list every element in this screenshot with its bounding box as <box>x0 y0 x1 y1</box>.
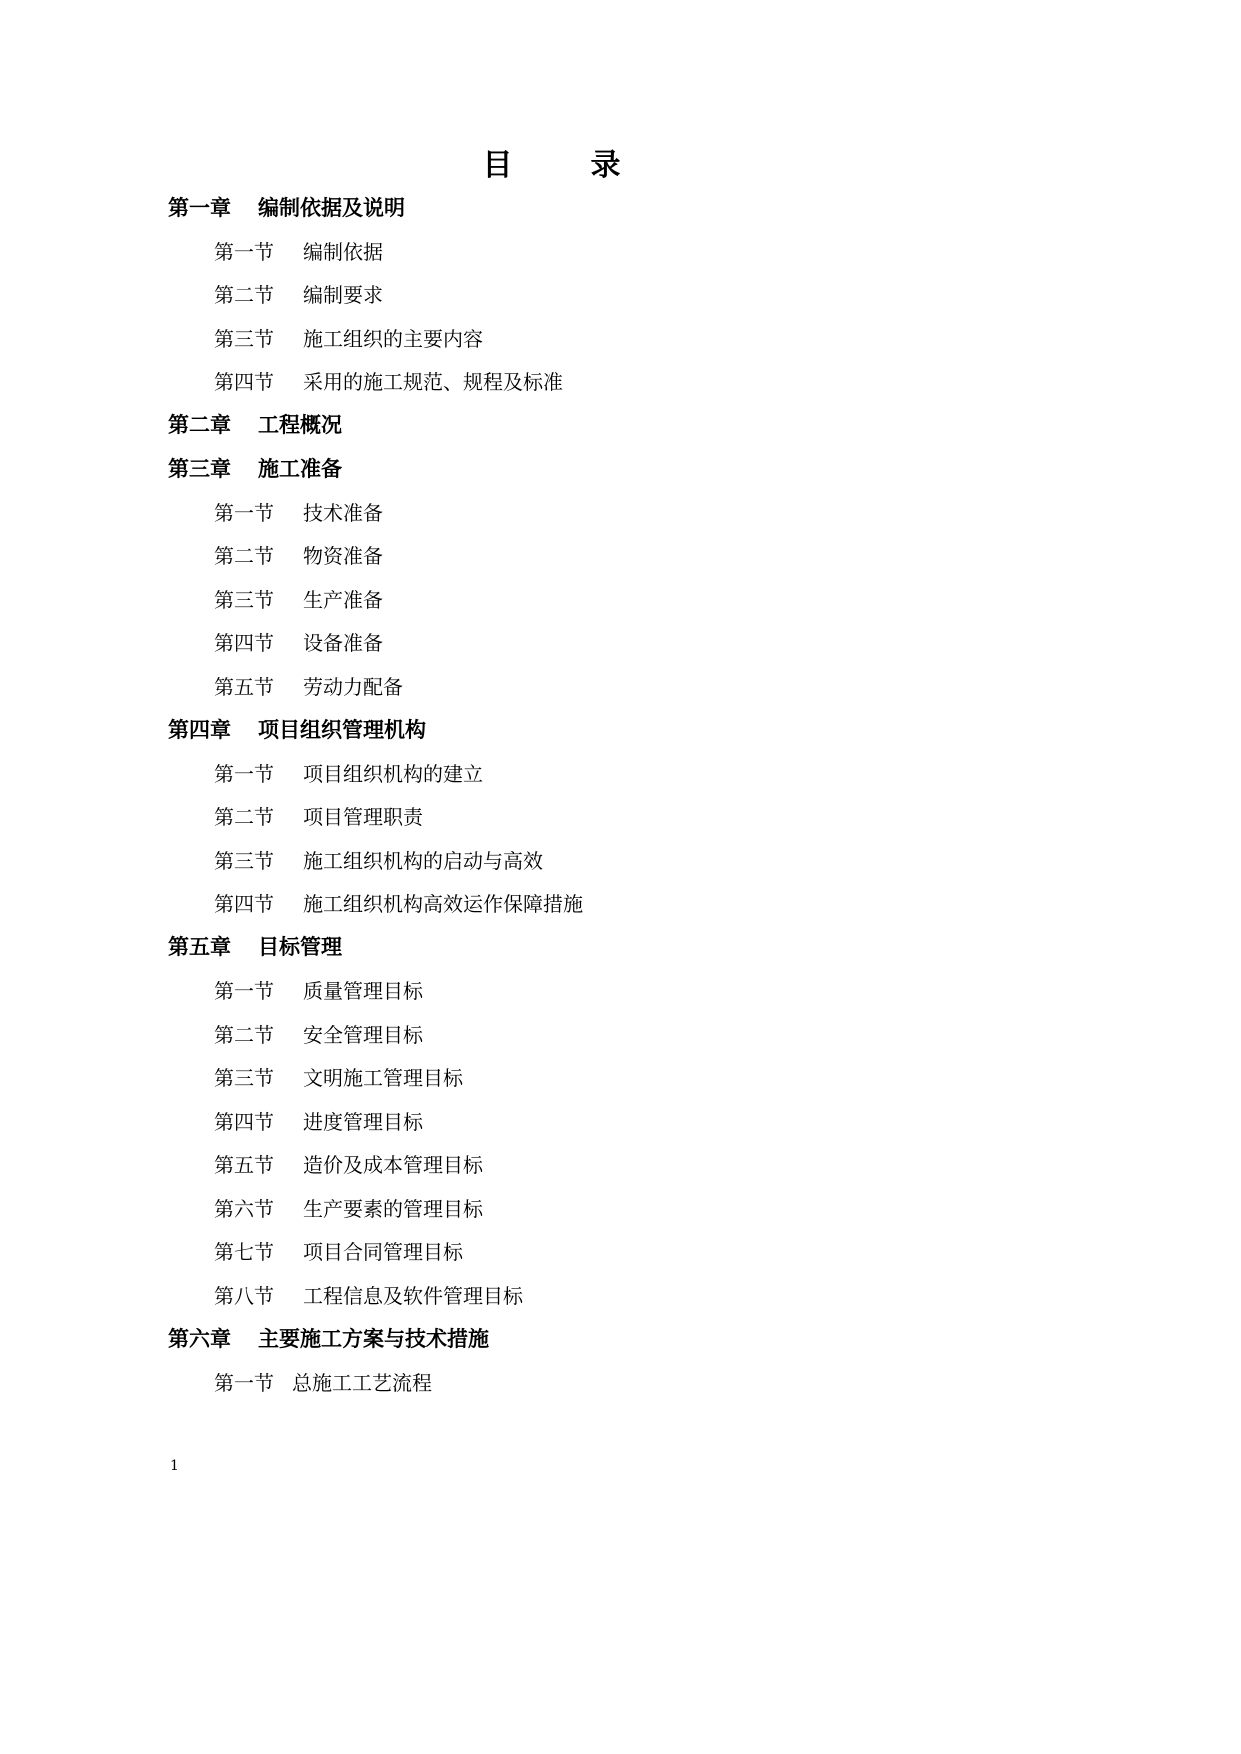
section-title: 编制依据 <box>303 239 383 264</box>
section-title: 造价及成本管理目标 <box>303 1153 483 1178</box>
toc-section-entry[interactable] <box>168 1186 1063 1230</box>
toc-section-entry[interactable] <box>168 1055 1063 1099</box>
section-number: 第三节 <box>214 326 274 351</box>
toc-section-entry[interactable] <box>168 1273 1063 1317</box>
chapter-number: 第五章 <box>168 935 231 960</box>
section-title: 项目合同管理目标 <box>303 1240 463 1265</box>
section-title: 采用的施工规范、规程及标准 <box>303 370 563 395</box>
section-number: 第二节 <box>214 805 274 830</box>
chapter-title: 目标管理 <box>258 935 342 960</box>
section-title: 项目组织机构的建立 <box>303 761 483 786</box>
toc-section-entry[interactable] <box>168 1229 1063 1273</box>
section-number: 第四节 <box>214 892 274 917</box>
toc-chapter-entry[interactable] <box>168 707 1063 751</box>
section-number: 第三节 <box>214 848 274 873</box>
toc-section-entry[interactable] <box>168 1142 1063 1186</box>
section-number: 第七节 <box>214 1240 274 1265</box>
section-number: 第一节 <box>214 979 274 1004</box>
section-title: 工程信息及软件管理目标 <box>303 1283 523 1308</box>
section-number: 第四节 <box>214 370 274 395</box>
toc-section-entry[interactable] <box>168 1099 1063 1143</box>
section-number: 第一节 <box>214 239 274 264</box>
toc-section-entry[interactable] <box>168 838 1063 882</box>
section-title: 编制要求 <box>303 283 383 308</box>
toc-section-entry[interactable] <box>168 968 1063 1012</box>
section-title: 安全管理目标 <box>303 1022 423 1047</box>
section-title: 质量管理目标 <box>303 979 423 1004</box>
section-title: 生产准备 <box>303 587 383 612</box>
toc-chapter-entry[interactable] <box>168 446 1063 490</box>
toc-section-entry[interactable] <box>168 620 1063 664</box>
chapter-title: 主要施工方案与技术措施 <box>258 1326 489 1351</box>
section-title: 文明施工管理目标 <box>303 1066 463 1091</box>
toc-chapter-entry[interactable] <box>168 185 1063 229</box>
toc-section-entry[interactable] <box>168 1360 1063 1404</box>
section-title: 物资准备 <box>303 544 383 569</box>
section-title: 进度管理目标 <box>303 1109 423 1134</box>
toc-section-entry[interactable] <box>168 316 1063 360</box>
section-title: 项目管理职责 <box>303 805 423 830</box>
chapter-number: 第一章 <box>168 195 231 220</box>
section-number: 第五节 <box>214 1153 274 1178</box>
chapter-title: 施工准备 <box>258 456 342 481</box>
toc-section-entry[interactable] <box>168 794 1063 838</box>
toc-chapter-entry[interactable] <box>168 403 1063 447</box>
toc-section-entry[interactable] <box>168 359 1063 403</box>
toc-chapter-entry[interactable] <box>168 925 1063 969</box>
chapter-number: 第三章 <box>168 456 231 481</box>
toc-section-entry[interactable] <box>168 881 1063 925</box>
section-number: 第六节 <box>214 1196 274 1221</box>
chapter-title: 项目组织管理机构 <box>258 717 426 742</box>
section-title: 劳动力配备 <box>303 674 403 699</box>
section-title: 施工组织的主要内容 <box>303 326 483 351</box>
section-title: 施工组织机构高效运作保障措施 <box>303 892 583 917</box>
toc-section-entry[interactable] <box>168 490 1063 534</box>
toc-section-entry[interactable] <box>168 533 1063 577</box>
section-number: 第一节 <box>214 761 274 786</box>
section-title: 总施工工艺流程 <box>292 1370 432 1395</box>
section-number: 第三节 <box>214 587 274 612</box>
section-number: 第一节 <box>214 500 274 525</box>
section-title: 生产要素的管理目标 <box>303 1196 483 1221</box>
toc-section-entry[interactable] <box>168 229 1063 273</box>
section-number: 第三节 <box>214 1066 274 1091</box>
toc-section-entry[interactable] <box>168 272 1063 316</box>
section-number: 第四节 <box>214 631 274 656</box>
section-title: 技术准备 <box>303 500 383 525</box>
chapter-title: 编制依据及说明 <box>258 195 405 220</box>
chapter-title: 工程概况 <box>258 413 342 438</box>
toc-section-entry[interactable] <box>168 1012 1063 1056</box>
chapter-number: 第六章 <box>168 1326 231 1351</box>
toc-section-entry[interactable] <box>168 577 1063 621</box>
toc-section-entry[interactable] <box>168 751 1063 795</box>
section-title: 施工组织机构的启动与高效 <box>303 848 543 873</box>
section-title: 设备准备 <box>303 631 383 656</box>
section-number: 第八节 <box>214 1283 274 1308</box>
page-number: 1 <box>170 1458 179 1474</box>
section-number: 第四节 <box>214 1109 274 1134</box>
section-number: 第一节 <box>214 1370 274 1395</box>
section-number: 第二节 <box>214 1022 274 1047</box>
section-number: 第二节 <box>214 283 274 308</box>
section-number: 第五节 <box>214 674 274 699</box>
toc-chapter-entry[interactable] <box>168 1316 1063 1360</box>
section-number: 第二节 <box>214 544 274 569</box>
chapter-number: 第二章 <box>168 413 231 438</box>
chapter-number: 第四章 <box>168 717 231 742</box>
toc-title: 目 录 <box>482 148 645 183</box>
table-of-contents <box>168 185 1063 1403</box>
toc-section-entry[interactable] <box>168 664 1063 708</box>
